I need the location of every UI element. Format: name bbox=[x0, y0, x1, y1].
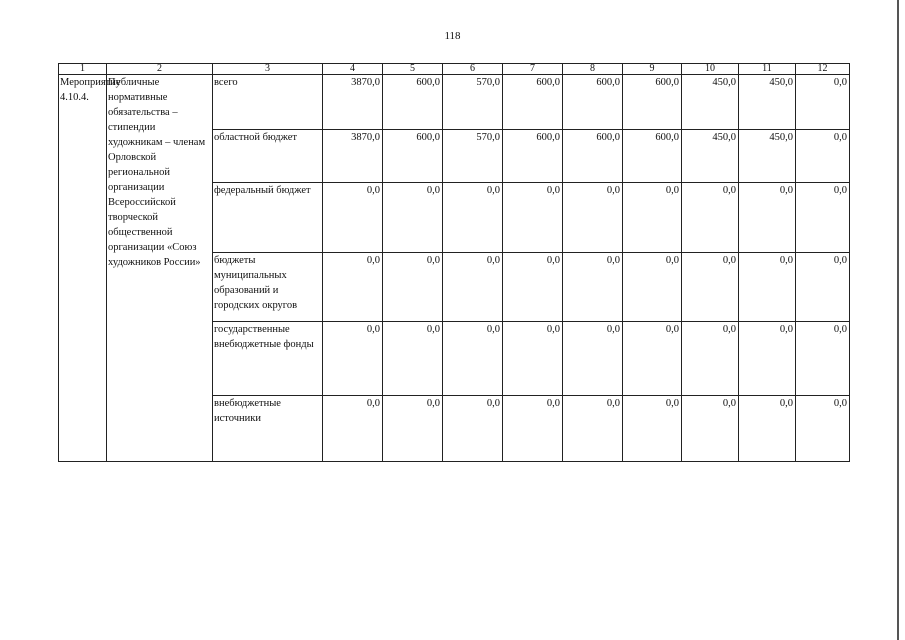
funding-source-cell: федеральный бюджет bbox=[213, 183, 323, 253]
value-cell: 0,0 bbox=[623, 322, 682, 396]
value-cell: 0,0 bbox=[739, 396, 796, 462]
value-cell: 0,0 bbox=[383, 322, 443, 396]
value-cell: 0,0 bbox=[503, 396, 563, 462]
value-cell: 0,0 bbox=[682, 183, 739, 253]
column-header: 6 bbox=[443, 64, 503, 75]
funding-table bbox=[58, 63, 850, 462]
funding-source-cell: бюджеты муниципальных образований и городских округов bbox=[213, 253, 323, 322]
table-row bbox=[59, 75, 850, 130]
value-cell: 0,0 bbox=[443, 396, 503, 462]
value-cell: 0,0 bbox=[796, 75, 850, 130]
value-cell: 0,0 bbox=[623, 253, 682, 322]
value-cell: 450,0 bbox=[739, 75, 796, 130]
event-id-cell: Мероприятие 4.10.4. bbox=[59, 75, 107, 462]
value-cell: 450,0 bbox=[682, 75, 739, 130]
value-cell: 0,0 bbox=[323, 253, 383, 322]
column-header: 9 bbox=[623, 64, 682, 75]
value-cell: 0,0 bbox=[383, 253, 443, 322]
value-cell: 450,0 bbox=[739, 130, 796, 183]
value-cell: 0,0 bbox=[323, 396, 383, 462]
value-cell: 570,0 bbox=[443, 75, 503, 130]
page-number: 118 bbox=[444, 30, 461, 42]
column-header: 10 bbox=[682, 64, 739, 75]
value-cell: 600,0 bbox=[623, 75, 682, 130]
value-cell: 0,0 bbox=[323, 322, 383, 396]
value-cell: 0,0 bbox=[682, 322, 739, 396]
column-header: 11 bbox=[739, 64, 796, 75]
value-cell: 600,0 bbox=[623, 130, 682, 183]
value-cell: 570,0 bbox=[443, 130, 503, 183]
value-cell: 600,0 bbox=[383, 130, 443, 183]
value-cell: 0,0 bbox=[623, 183, 682, 253]
column-header: 1 bbox=[59, 64, 107, 75]
value-cell: 3870,0 bbox=[323, 75, 383, 130]
value-cell: 0,0 bbox=[682, 253, 739, 322]
value-cell: 600,0 bbox=[503, 130, 563, 183]
value-cell: 0,0 bbox=[739, 253, 796, 322]
value-cell: 0,0 bbox=[796, 322, 850, 396]
value-cell: 0,0 bbox=[443, 253, 503, 322]
value-cell: 0,0 bbox=[503, 322, 563, 396]
value-cell: 0,0 bbox=[796, 183, 850, 253]
value-cell: 600,0 bbox=[383, 75, 443, 130]
value-cell: 0,0 bbox=[443, 183, 503, 253]
column-header: 2 bbox=[107, 64, 213, 75]
value-cell: 0,0 bbox=[503, 253, 563, 322]
value-cell: 450,0 bbox=[682, 130, 739, 183]
funding-source-cell: всего bbox=[213, 75, 323, 130]
value-cell: 600,0 bbox=[503, 75, 563, 130]
value-cell: 600,0 bbox=[563, 75, 623, 130]
value-cell: 0,0 bbox=[503, 183, 563, 253]
column-header: 5 bbox=[383, 64, 443, 75]
value-cell: 3870,0 bbox=[323, 130, 383, 183]
column-header: 8 bbox=[563, 64, 623, 75]
column-header: 3 bbox=[213, 64, 323, 75]
value-cell: 0,0 bbox=[796, 253, 850, 322]
funding-source-cell: областной бюджет bbox=[213, 130, 323, 183]
value-cell: 0,0 bbox=[739, 183, 796, 253]
value-cell: 0,0 bbox=[563, 253, 623, 322]
value-cell: 0,0 bbox=[682, 396, 739, 462]
value-cell: 600,0 bbox=[563, 130, 623, 183]
value-cell: 0,0 bbox=[383, 183, 443, 253]
value-cell: 0,0 bbox=[443, 322, 503, 396]
value-cell: 0,0 bbox=[563, 183, 623, 253]
value-cell: 0,0 bbox=[796, 130, 850, 183]
column-header: 7 bbox=[503, 64, 563, 75]
value-cell: 0,0 bbox=[563, 322, 623, 396]
value-cell: 0,0 bbox=[383, 396, 443, 462]
value-cell: 0,0 bbox=[323, 183, 383, 253]
header-row bbox=[59, 64, 850, 75]
value-cell: 0,0 bbox=[796, 396, 850, 462]
column-header: 4 bbox=[323, 64, 383, 75]
event-description-cell: Публичные нормативные обязательства – стипендии художникам – членам Орловской региональной организации Всероссийской творческой общественной организации «Союз художников России» bbox=[107, 75, 213, 462]
value-cell: 0,0 bbox=[739, 322, 796, 396]
column-header: 12 bbox=[796, 64, 850, 75]
page-edge bbox=[897, 0, 899, 640]
funding-source-cell: внебюджетные источники bbox=[213, 396, 323, 462]
value-cell: 0,0 bbox=[563, 396, 623, 462]
funding-source-cell: государственные внебюджетные фонды bbox=[213, 322, 323, 396]
value-cell: 0,0 bbox=[623, 396, 682, 462]
